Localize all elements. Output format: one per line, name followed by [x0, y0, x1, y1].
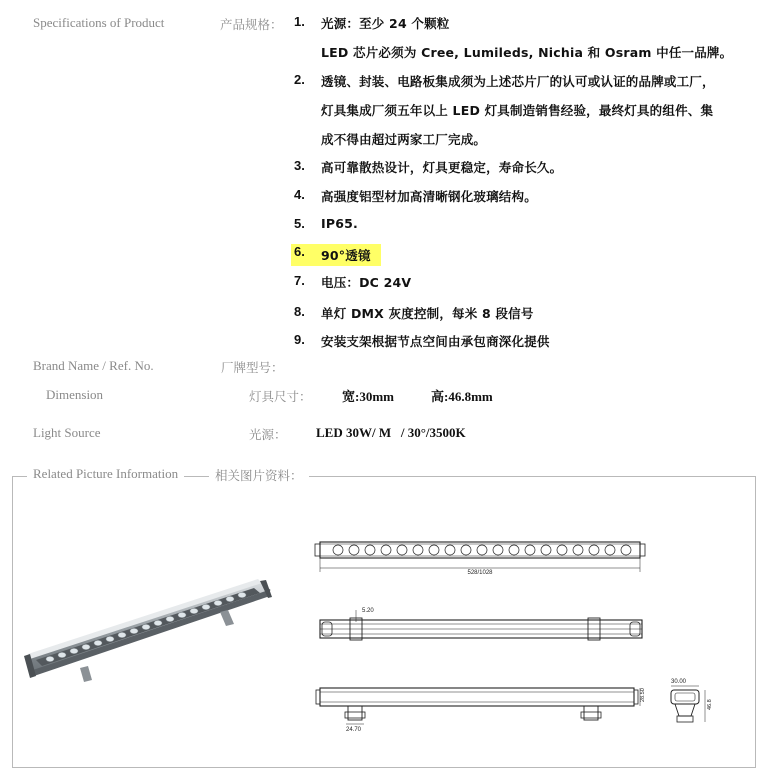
length-dimension: 528/1028	[467, 570, 493, 576]
spec-item-text: 电压：DC 24V	[321, 275, 412, 290]
spec-item-number: 7.	[294, 273, 305, 288]
brand-label-en: Brand Name / Ref. No.	[33, 358, 154, 373]
drawing-front-view	[312, 604, 647, 646]
spec-item-text: IP65.	[321, 216, 358, 231]
dimension-width	[342, 386, 394, 405]
spec-label-en: Specifications of Product	[33, 15, 165, 30]
spec-item-text: 成不得由超过两家工厂完成。	[321, 132, 487, 147]
spec-item-number: 2.	[294, 72, 305, 87]
height-label: 高	[431, 390, 445, 405]
spec-item-text: 透镜、封装、电路板集成须为上述芯片厂的认可或认证的品牌或工厂，	[321, 74, 715, 89]
width-value: :30mm	[355, 389, 395, 404]
drawing-top-view	[312, 534, 647, 576]
spec-item-number: 5.	[294, 216, 305, 231]
brand-label-cn: 厂牌型号：	[221, 360, 284, 375]
spec-item-number: 4.	[294, 187, 305, 202]
spec-item-text: 安装支架根据节点空间由承包商深化提供	[321, 334, 550, 349]
drawing-side-view	[312, 672, 652, 734]
end-width-dimension: 30.00	[671, 679, 687, 685]
dimension-height	[431, 386, 493, 405]
dimension-label-cn: 灯具尺寸：	[249, 389, 312, 404]
spec-item-number: 9.	[294, 332, 305, 347]
spec-item-text: 光源：至少 24 个颗粒	[321, 16, 450, 31]
dimension-label-en: Dimension	[46, 387, 104, 402]
spec-label-cn: 产品规格：	[220, 17, 283, 32]
height-value: :46.8mm	[444, 389, 493, 404]
foot-dimension: 24.70	[346, 727, 362, 733]
spec-item-text: 高强度铝型材加高清晰钢化玻璃结构。	[321, 189, 537, 204]
light-source-value: LED 30W/ M / 30°/3500K	[316, 425, 466, 440]
spec-item-text: 灯具集成厂须五年以上 LED 灯具制造销售经验，最终灯具的组件、集	[321, 103, 714, 118]
related-label-en: Related Picture Information	[27, 466, 184, 482]
end-height-dimension: 46.8	[707, 699, 713, 710]
spec-item-number: 8.	[294, 304, 305, 319]
width-label: 宽	[342, 390, 356, 405]
product-photo	[20, 570, 280, 685]
spec-item-number: 3.	[294, 158, 305, 173]
spec-item-text: 高可靠散热设计，灯具更稳定，寿命长久。	[321, 160, 563, 175]
light-source-label-cn: 光源：	[249, 427, 287, 442]
side-height-dimension: 28.50	[640, 688, 646, 702]
spec-item-text: LED 芯片必须为 Cree, Lumileds, Nichia 和 Osram 中任一品牌。	[321, 45, 733, 60]
drawing-end-view	[665, 676, 717, 736]
light-source-label-en: Light Source	[33, 425, 101, 440]
spec-item-number: 1.	[294, 14, 305, 29]
spec-item-text: 单灯 DMX 灰度控制，每米 8 段信号	[321, 306, 534, 321]
related-label-cn: 相关图片资料：	[209, 466, 309, 484]
spec-item-number: 6.	[294, 244, 305, 259]
bracket-dimension: 5.20	[362, 608, 374, 614]
spec-item-text: 90°透镜	[291, 244, 381, 266]
